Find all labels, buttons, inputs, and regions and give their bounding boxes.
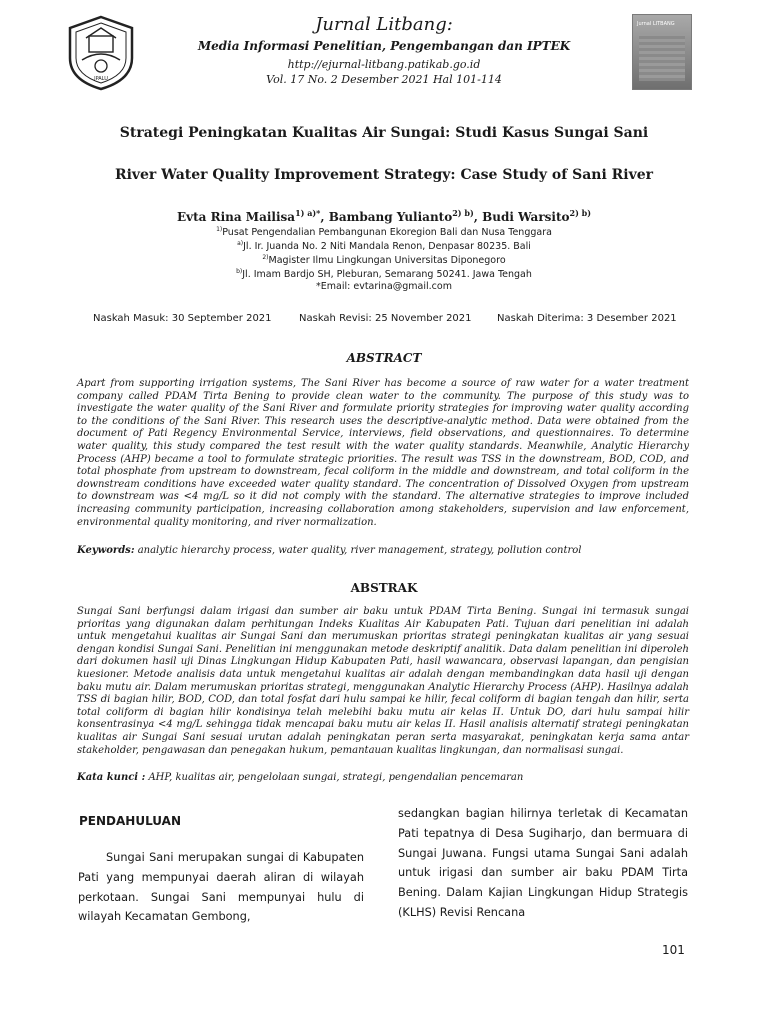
affiliation-line: $^{b)}$Jl. Imam Bardjo SH, Pleburan, Semarang 50241. Jawa Tengah <box>236 268 532 281</box>
paper-title-english: River Water Quality Improvement Strategy: Case Study of Sani River <box>114 167 654 183</box>
author-email[interactable]: *Email: evtarina@gmail.com <box>316 281 452 292</box>
keywords-line <box>77 545 689 556</box>
section-heading-pendahuluan: PENDAHULUAN <box>79 814 181 828</box>
journal-subtitle: Media Informasi Penelitian, Pengembangan dan IPTEK <box>197 39 571 53</box>
journal-volume: Vol. 17 No. 2 Desember 2021 Hal 101-114 <box>266 73 502 86</box>
author-affiliation-mark: 2) b) <box>452 208 474 218</box>
author-name: Budi Warsito <box>482 210 570 224</box>
keywords-values: analytic hierarchy process, water quality, river management, strategy, pollution control <box>134 545 582 556</box>
svg-text:JPALU: JPALU <box>94 76 108 82</box>
journal-url[interactable]: http://ejurnal-litbang.patikab.go.id <box>287 58 481 71</box>
abstrak-heading: ABSTRAK <box>350 581 418 595</box>
affiliation-line: $^{2)}$Magister Ilmu Lingkungan Universitas Diponegoro <box>262 254 506 267</box>
date-received: Naskah Masuk: 30 September 2021 <box>93 313 272 324</box>
affiliation-line: $^{1)}$Pusat Pengendalian Pembangunan Ekoregion Bali dan Nusa Tenggara <box>216 226 552 239</box>
journal-title: Jurnal Litbang: <box>315 14 453 35</box>
abstract-body: Apart from supporting irrigation systems, The Sani River has become a source of raw water for a water treatment company called PDAM Tirta Bening to provide clean water to the community. The purpose of this study was to investigate the water quality of the Sani River and formulate priority strategies for improving water quality according to the conditions of the Sani River. This research uses the descriptive-analytic method. Data were obtained from the document of Pati Regency Environmental Service, interviews, field observations, and questionnaires. To determine water quality, this study compared the test result with the water quality standards. Meanwhile, Analytic Hierarchy Process (AHP) became a tool to formulate strategic priorities. The result was TSS in the downstream, BOD, COD, and total phosphate from upstream to downstream, fecal coliform in the middle and downstream, and total coliform in the downstream conditions have exceeded water quality standard. The concentration of Dissolved Oxygen from upstream to downstream was <4 mg/L so it did not comply with the standard. The alternative strategies to improve included increasing community participation, increasing collaboration among stakeholders, supervision and law enforcement, environmental quality monitoring, and river normalization. <box>77 378 689 528</box>
kata-kunci-line <box>77 772 689 783</box>
author-name: Bambang Yulianto <box>328 210 453 224</box>
page-number: 101 <box>662 943 685 957</box>
kata-kunci-values: AHP, kualitas air, pengelolaan sungai, strategi, pengendalian pencemaran <box>145 772 524 783</box>
abstrak-body: Sungai Sani berfungsi dalam irigasi dan sumber air baku untuk PDAM Tirta Bening. Sungai ini termasuk sungai prioritas yang digunakan dalam perhitungan Indeks Kualitas Air Kabupaten Pati. Tujuan dari penelitian ini adalah untuk mengetahui kualitas air Sungai Sani dan merumuskan prioritas strategi peningkatan kualitas air yang sesuai dengan kondisi Sungai Sani. Penelitian ini menggunakan metode deskriptif analitik. Data dalam penelitian ini diperoleh dari dokumen hasil uji Dinas Lingkungan Hidup Kabupaten Pati, hasil wawancara, observasi lapangan, dan pengisian kuesioner. Metode analisis data untuk mengetahui kualitas air adalah dengan membandingkan data hasil uji dengan baku mutu air. Dalam merumuskan prioritas strategi, menggunakan Analytic Hierarchy Process (AHP). Hasilnya adalah TSS di bagian hilir, BOD, COD, dan total fosfat dari hulu sampai ke hilir, fecal coliform di bagian tengah dan hilir, serta total coliform di bagian hilir kondisinya telah melebihi baku mutu air kelas II. Untuk DO, dari hulu sampai hilir konsentrasinya <4 mg/L sehingga tidak mencapai baku mutu air kelas II. Hasil analisis alternatif strategi peningkatan kualitas air Sungai Sani sesuai urutan adalah peningkatan peran serta masyarakat, peningkatan kerja sama antar stakeholder, pengawasan dan penegakan hukum, pemantauan kualitas lingkungan, dan normalisasi sungai. <box>77 606 689 756</box>
journal-cover-thumbnail: Jurnal LITBANG <box>632 14 692 90</box>
keywords-label: Keywords: <box>77 545 135 556</box>
body-left-column: Sungai Sani merupakan sungai di Kabupaten Pati yang mempunyai daerah aliran di wilayah perkotaan. Sungai Sani mempunyai hulu di wilayah Kecamatan Gembong, <box>78 851 364 924</box>
affiliation-line: $^{a)}$Jl. Ir. Juanda No. 2 Niti Mandala Renon, Denpasar 80235. Bali <box>237 240 531 253</box>
abstract-heading: ABSTRACT <box>346 351 422 365</box>
author-name: Evta Rina Mailisa <box>176 210 296 224</box>
kata-kunci-label: Kata kunci : <box>77 772 146 783</box>
author-list: Evta Rina Mailisa$^{1) a)*}$, Bambang Yulianto$^{2) b)}$, Budi Warsito$^{2) b)}$ <box>176 208 592 224</box>
author-affiliation-mark: 1) a)* <box>295 208 321 218</box>
date-revised: Naskah Revisi: 25 November 2021 <box>299 313 472 324</box>
body-right-column: sedangkan bagian hilirnya terletak di Kecamatan Pati tepatnya di Desa Sugiharjo, dan bermuara di Sungai Juwana. Fungsi utama Sungai Sani adalah untuk irigasi dan sumber air baku PDAM Tirta Bening. Dalam Kajian Lingkungan Hidup Strategis (KLHS) Revisi Rencana <box>398 807 688 919</box>
author-affiliation-mark: 2) b) <box>569 208 592 218</box>
paper-title-indonesian: Strategi Peningkatan Kualitas Air Sungai: Studi Kasus Sungai Sani <box>119 125 649 141</box>
date-accepted: Naskah Diterima: 3 Desember 2021 <box>497 313 677 324</box>
